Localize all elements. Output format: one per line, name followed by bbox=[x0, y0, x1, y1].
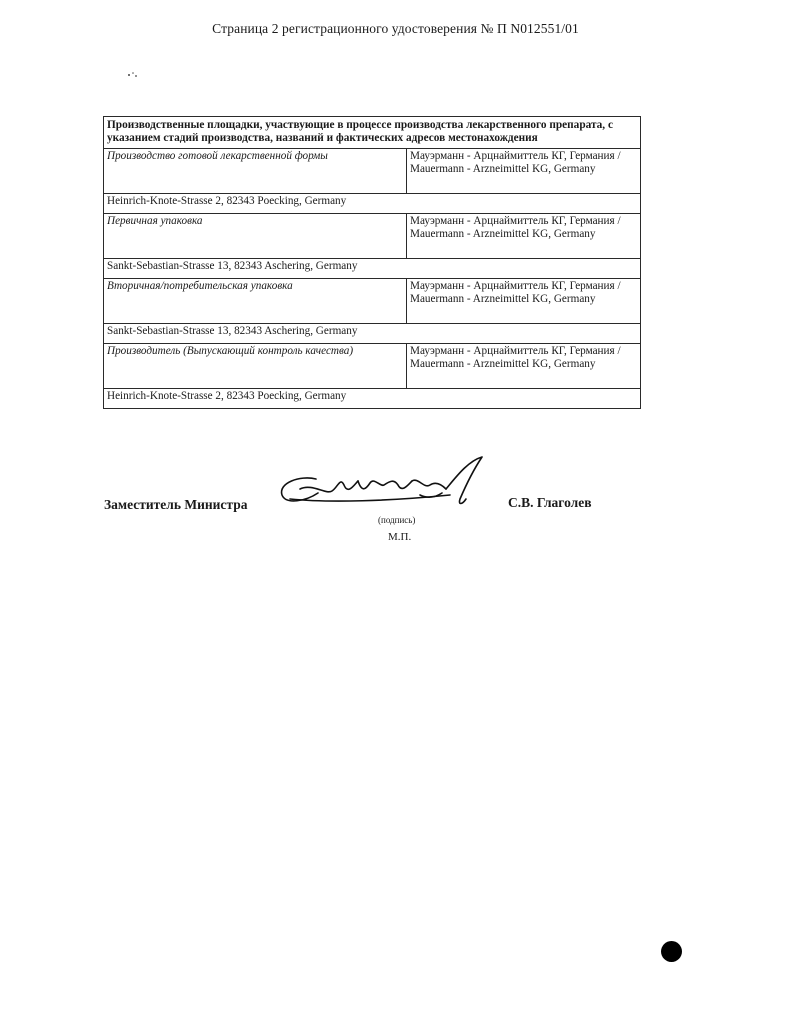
signatory-name: С.В. Глаголев bbox=[508, 495, 592, 510]
address-cell: Heinrich-Knote-Strasse 2, 82343 Poecking, Germany bbox=[104, 193, 641, 213]
table-row bbox=[104, 258, 641, 278]
hole-punch-mark bbox=[661, 941, 682, 962]
table-row bbox=[104, 148, 641, 193]
manufacturer-cell: Мауэрманн - Арцнаймиттель КГ, Германия / Mauermann - Arzneimittel KG, Germany bbox=[407, 278, 641, 323]
manufacturer-cell: Мауэрманн - Арцнаймиттель КГ, Германия / Mauermann - Arzneimittel KG, Germany bbox=[407, 213, 641, 258]
stage-cell: Производитель (Выпускающий контроль качества) bbox=[104, 343, 407, 388]
scan-specks bbox=[126, 70, 140, 80]
table-heading-row bbox=[104, 117, 641, 149]
table-row bbox=[104, 323, 641, 343]
stage-cell: Вторичная/потребительская упаковка bbox=[104, 278, 407, 323]
address-cell: Sankt-Sebastian-Strasse 13, 82343 Aschering, Germany bbox=[104, 323, 641, 343]
table-heading: Производственные площадки, участвующие в процессе производства лекарственного препарата, с указанием стадий производства, названий и фактических адресов местонахождения bbox=[104, 117, 641, 149]
table-row bbox=[104, 213, 641, 258]
page-title: Страница 2 регистрационного удостоверения № П N012551/01 bbox=[212, 21, 579, 36]
signatory-title: Заместитель Министра bbox=[104, 497, 248, 512]
table-row bbox=[104, 343, 641, 388]
table-row bbox=[104, 278, 641, 323]
stage-cell: Первичная упаковка bbox=[104, 213, 407, 258]
manufacturer-cell: Мауэрманн - Арцнаймиттель КГ, Германия / Mauermann - Arzneimittel KG, Germany bbox=[407, 343, 641, 388]
signature-caption: (подпись) bbox=[378, 515, 416, 525]
manufacturer-cell: Мауэрманн - Арцнаймиттель КГ, Германия / Mauermann - Arzneimittel KG, Germany bbox=[407, 148, 641, 193]
seal-label: М.П. bbox=[388, 531, 412, 543]
address-cell: Heinrich-Knote-Strasse 2, 82343 Poecking, Germany bbox=[104, 388, 641, 408]
stage-cell: Производство готовой лекарственной формы bbox=[104, 148, 407, 193]
production-sites-table bbox=[103, 116, 641, 409]
table-row bbox=[104, 388, 641, 408]
address-cell: Sankt-Sebastian-Strasse 13, 82343 Aschering, Germany bbox=[104, 258, 641, 278]
handwritten-signature bbox=[270, 455, 495, 517]
table-row bbox=[104, 193, 641, 213]
